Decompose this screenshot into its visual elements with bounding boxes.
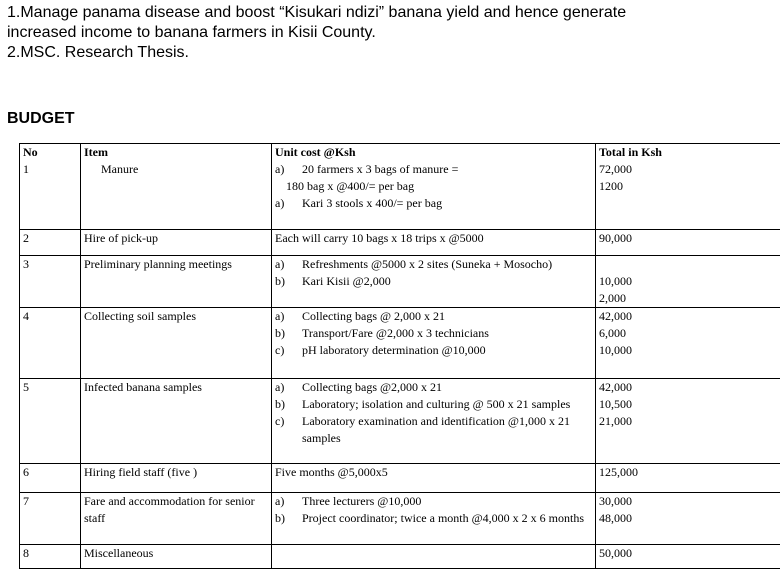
row-item: Infected banana samples xyxy=(81,378,272,463)
cost-line xyxy=(275,510,592,527)
row-total: 50,000 xyxy=(596,544,780,568)
row-no: 2 xyxy=(20,229,81,255)
row-unit-cost: Each will carry 10 bags x 18 trips x @5000 xyxy=(272,229,596,255)
cost-label: a) xyxy=(275,256,302,273)
row-unit-cost xyxy=(272,544,596,568)
cost-label: a) xyxy=(275,379,302,396)
table-row xyxy=(20,229,780,255)
row-unit-cost xyxy=(272,378,596,463)
row-total: 90,000 xyxy=(596,229,780,255)
table-row xyxy=(20,463,780,492)
cost-text: Three lecturers @10,000 xyxy=(302,493,592,510)
cost-label: b) xyxy=(275,396,302,413)
cost-line xyxy=(275,342,592,359)
cost-text: Kari Kisii @2,000 xyxy=(302,273,592,290)
row-item xyxy=(81,161,272,229)
total-value: 42,000 xyxy=(599,379,780,396)
row-no: 1 xyxy=(20,161,81,229)
objective-line-1: 1.Manage panama disease and boost “Kisukari ndizi” banana yield and hence generate xyxy=(7,3,777,23)
cost-text: pH laboratory determination @10,000 xyxy=(302,342,592,359)
cost-label: a) xyxy=(275,493,302,510)
row-unit-cost xyxy=(272,492,596,544)
cost-label: c) xyxy=(275,413,302,447)
cost-line xyxy=(275,413,592,447)
total-value: 10,000 xyxy=(599,342,780,359)
header-no: No xyxy=(20,144,81,162)
row-unit-cost xyxy=(272,255,596,307)
cost-text: 20 farmers x 3 bags of manure = xyxy=(302,161,592,178)
total-value: 21,000 xyxy=(599,413,780,430)
row-item: Miscellaneous xyxy=(81,544,272,568)
row-no: 8 xyxy=(20,544,81,568)
header-total: Total in Ksh xyxy=(596,144,780,162)
cost-line xyxy=(275,396,592,413)
cost-text: Project coordinator; twice a month @4,000 x 2 x 6 months xyxy=(302,510,592,527)
row-item: Collecting soil samples xyxy=(81,307,272,378)
cost-line xyxy=(275,256,592,273)
budget-heading: BUDGET xyxy=(7,110,75,128)
total-value: 10,000 xyxy=(599,273,780,290)
table-row xyxy=(20,492,780,544)
cost-line xyxy=(275,195,592,212)
total-value: 10,500 xyxy=(599,396,780,413)
row-total xyxy=(596,255,780,307)
cost-text: Transport/Fare @2,000 x 3 technicians xyxy=(302,325,592,342)
cost-text: Laboratory examination and identification @1,000 x 21 samples xyxy=(302,413,592,447)
cost-label: c) xyxy=(275,342,302,359)
total-value: 2,000 xyxy=(599,290,780,307)
header-item: Item xyxy=(81,144,272,162)
cost-label: a) xyxy=(275,195,302,212)
total-value: 1200 xyxy=(599,178,780,195)
table-row xyxy=(20,378,780,463)
cost-line xyxy=(275,161,592,178)
cost-line xyxy=(275,308,592,325)
row-item: Hire of pick-up xyxy=(81,229,272,255)
cost-text: Collecting bags @ 2,000 x 21 xyxy=(302,308,592,325)
row-item: Fare and accommodation for senior staff xyxy=(81,492,272,544)
total-value: 72,000 xyxy=(599,161,780,178)
row-total xyxy=(596,378,780,463)
cost-label: b) xyxy=(275,273,302,290)
table-row xyxy=(20,161,780,229)
row-item: Preliminary planning meetings xyxy=(81,255,272,307)
table-row xyxy=(20,307,780,378)
total-value: 42,000 xyxy=(599,308,780,325)
row-no: 6 xyxy=(20,463,81,492)
objective-line-2: increased income to banana farmers in Kisii County. xyxy=(7,23,777,43)
budget-table xyxy=(19,143,780,569)
cost-label: b) xyxy=(275,510,302,527)
row-total xyxy=(596,161,780,229)
total-value: 6,000 xyxy=(599,325,780,342)
cost-label: b) xyxy=(275,325,302,342)
cost-label: a) xyxy=(275,161,302,178)
cost-line xyxy=(275,273,592,290)
cost-text: Kari 3 stools x 400/= per bag xyxy=(302,195,592,212)
objective-line-3: 2.MSC. Research Thesis. xyxy=(7,43,777,63)
cost-line xyxy=(275,325,592,342)
row-item: Hiring field staff (five ) xyxy=(81,463,272,492)
row-no: 7 xyxy=(20,492,81,544)
total-value: 48,000 xyxy=(599,510,780,527)
cost-text: Collecting bags @2,000 x 21 xyxy=(302,379,592,396)
row-total: 125,000 xyxy=(596,463,780,492)
cost-continuation: 180 bag x @400/= per bag xyxy=(275,178,592,195)
row-unit-cost: Five months @5,000x5 xyxy=(272,463,596,492)
table-row xyxy=(20,255,780,307)
document-intro xyxy=(7,3,777,63)
cost-text: Refreshments @5000 x 2 sites (Suneka + Mosocho) xyxy=(302,256,592,273)
table-header-row xyxy=(20,144,780,162)
cost-line xyxy=(275,379,592,396)
cost-text: Laboratory; isolation and culturing @ 500 x 21 samples xyxy=(302,396,592,413)
row-total xyxy=(596,492,780,544)
cost-line xyxy=(275,493,592,510)
row-unit-cost xyxy=(272,161,596,229)
row-item-text: Manure xyxy=(84,161,268,178)
cost-label: a) xyxy=(275,308,302,325)
table-row xyxy=(20,544,780,568)
row-no: 5 xyxy=(20,378,81,463)
row-no: 3 xyxy=(20,255,81,307)
header-unit-cost: Unit cost @Ksh xyxy=(272,144,596,162)
row-unit-cost xyxy=(272,307,596,378)
row-no: 4 xyxy=(20,307,81,378)
total-value: 30,000 xyxy=(599,493,780,510)
row-total xyxy=(596,307,780,378)
